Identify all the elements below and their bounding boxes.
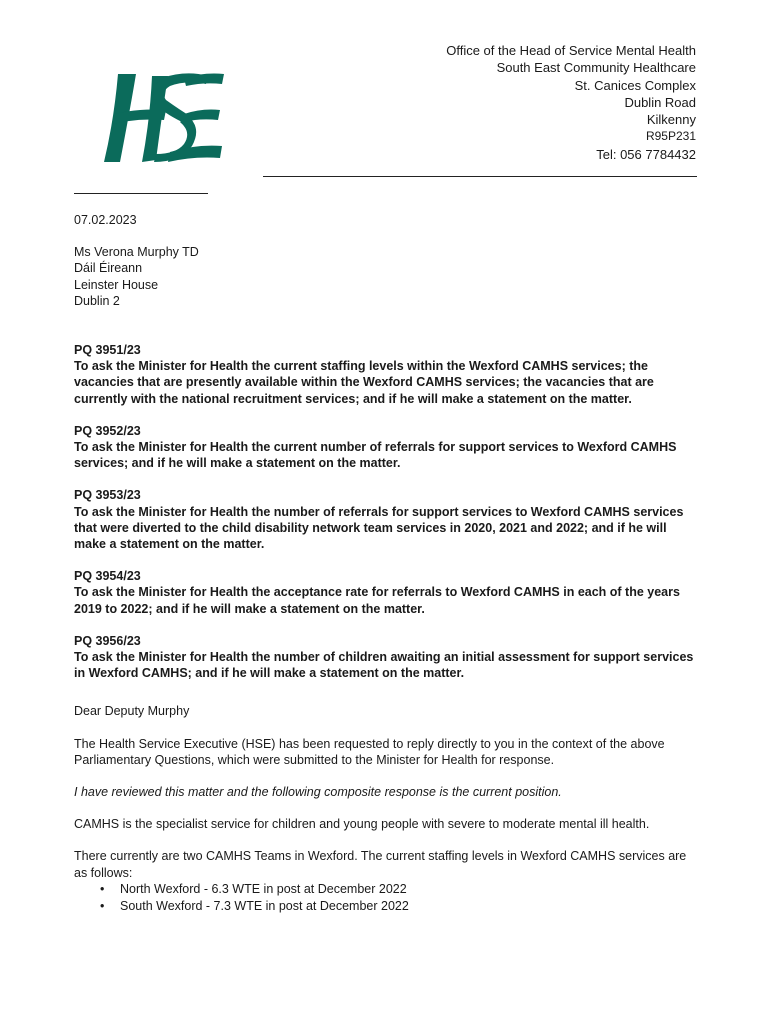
letter-body: [74, 212, 698, 915]
address-line: Kilkenny: [646, 112, 696, 128]
paragraph: The Health Service Executive (HSE) has been requested to reply directly to you in the context of the above Parliamentary Questions, which were submitted to the Minister for Health for response.: [74, 736, 665, 767]
recipient-line: Dublin 2: [74, 293, 120, 308]
paragraph: CAMHS is the specialist service for children and young people with severe to moderate mental ill health.: [74, 817, 650, 832]
list-item: • North Wexford - 6.3 WTE in post at December 2022: [120, 881, 698, 898]
address-line: South East Community Healthcare: [496, 60, 696, 76]
salutation: Dear Deputy Murphy: [74, 704, 190, 719]
address-line: St. Canices Complex: [574, 77, 696, 93]
staffing-list: [74, 881, 698, 915]
parliamentary-question: [74, 633, 698, 682]
pq-number: PQ 3952/23: [74, 423, 141, 438]
pq-number: PQ 3956/23: [74, 633, 141, 648]
pq-text: To ask the Minister for Health the number of referrals for support services to Wexford CAMHS services that were diverted to the child disability network team services in 2020, 2021 and 2022; and if he will make a statement on the matter.: [74, 504, 684, 552]
pq-text: To ask the Minister for Health the number of children awaiting an initial assessment for support services in Wexford CAMHS; and if he will make a statement on the matter.: [74, 650, 694, 681]
paragraph-italic: I have reviewed this matter and the following composite response is the current position.: [74, 785, 562, 800]
postcode: R95P231: [645, 129, 696, 144]
sender-address: [446, 42, 696, 163]
parliamentary-question: [74, 342, 698, 407]
recipient-line: Dáil Éireann: [74, 261, 143, 276]
recipient-line: Ms Verona Murphy TD: [74, 245, 199, 260]
parliamentary-question: [74, 423, 698, 472]
recipient-line: Leinster House: [74, 277, 159, 292]
pq-text: To ask the Minister for Health the current number of referrals for support services to Wexford CAMHS services; and if he will make a statement on the matter.: [74, 440, 677, 471]
parliamentary-question: [74, 487, 698, 552]
pq-text: To ask the Minister for Health the current staffing levels within the Wexford CAMHS services; the vacancies that are presently available within the Wexford CAMHS services; the vacancies that are currently with the national recruitment services; and if he will make a statement on the matter.: [74, 359, 654, 406]
telephone: Tel: 056 7784432: [596, 146, 696, 162]
recipient-address: [74, 244, 698, 309]
pq-number: PQ 3953/23: [74, 488, 141, 503]
paragraph: There currently are two CAMHS Teams in Wexford. The current staffing levels in Wexford CAMHS services are as follows:: [74, 849, 687, 880]
header-divider-continued: [74, 193, 208, 194]
hse-logo: [100, 70, 226, 166]
header-divider: [263, 176, 697, 177]
list-item: • South Wexford - 7.3 WTE in post at December 2022: [120, 898, 698, 915]
parliamentary-question: [74, 568, 698, 617]
pq-number: PQ 3954/23: [74, 569, 141, 584]
address-line: Dublin Road: [624, 94, 696, 110]
address-line: Office of the Head of Service Mental Health: [446, 43, 696, 58]
pq-number: PQ 3951/23: [74, 343, 141, 358]
letter-date: 07.02.2023: [74, 213, 137, 227]
pq-text: To ask the Minister for Health the acceptance rate for referrals to Wexford CAMHS in each of the years 2019 to 2022; and if he will make a statement on the matter.: [74, 585, 680, 616]
